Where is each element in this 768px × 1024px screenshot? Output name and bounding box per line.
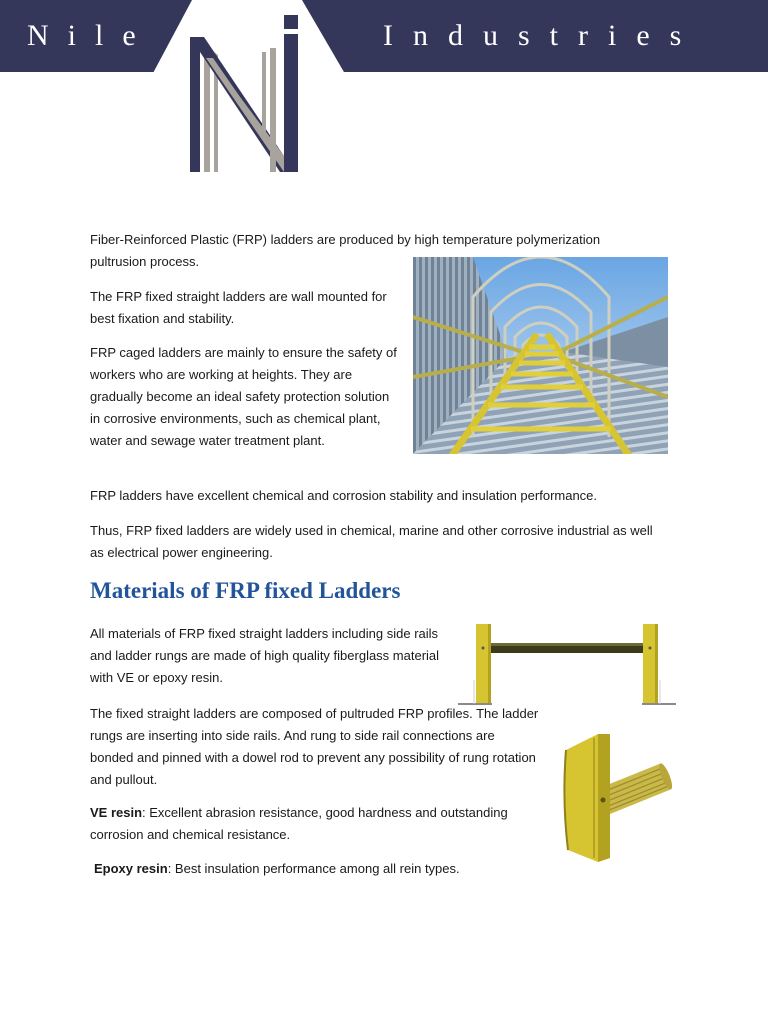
intro-paragraph-1: Fiber-Reinforced Plastic (FRP) ladders are produced by high temperature polymerization pultrusion process. (90, 232, 601, 269)
ladder-rung-section-illustration (448, 620, 686, 708)
ve-resin-paragraph (90, 802, 540, 846)
caged-ladder-photo (413, 257, 668, 454)
ve-resin-text: : Excellent abrasion resistance, good hardness and outstanding corrosion and chemical resistance. (90, 805, 508, 842)
brand-name-right: Industries (383, 19, 702, 52)
intro-paragraph-2: The FRP fixed straight ladders are wall mounted for best fixation and stability. (90, 289, 387, 326)
brand-name-left: Nile (27, 19, 155, 52)
ni-monogram-logo (180, 12, 305, 177)
materials-paragraph-2: The fixed straight ladders are composed of pultruded FRP profiles. The ladder rungs are inserting into side rails. And rung to side rail connections are bonded and pinned with a dowel rod to prevent any possibility of rung rotation and pullout. (90, 706, 539, 787)
materials-heading: Materials of FRP fixed Ladders (90, 578, 401, 603)
epoxy-resin-text: : Best insulation performance among all rein types. (167, 861, 460, 876)
rung-to-rail-joint-illustration (558, 730, 676, 868)
epoxy-resin-paragraph (94, 858, 534, 880)
intro-paragraph-3: FRP caged ladders are mainly to ensure the safety of workers who are working at heights. They are gradually become an ideal safety protection solution in corrosive environments, such as chemical plant, water and sewage water treatment plant. (90, 345, 397, 448)
epoxy-resin-label: Epoxy resin (94, 861, 168, 876)
ve-resin-label: VE resin (90, 805, 143, 820)
intro-paragraph-4: FRP ladders have excellent chemical and corrosion stability and insulation performance. (90, 488, 598, 503)
materials-paragraph-1: All materials of FRP fixed straight ladders including side rails and ladder rungs are made of high quality fiberglass material with VE or epoxy resin. (90, 626, 440, 685)
intro-paragraph-5: Thus, FRP fixed ladders are widely used in chemical, marine and other corrosive industrial as well as electrical power engineering. (90, 523, 653, 560)
